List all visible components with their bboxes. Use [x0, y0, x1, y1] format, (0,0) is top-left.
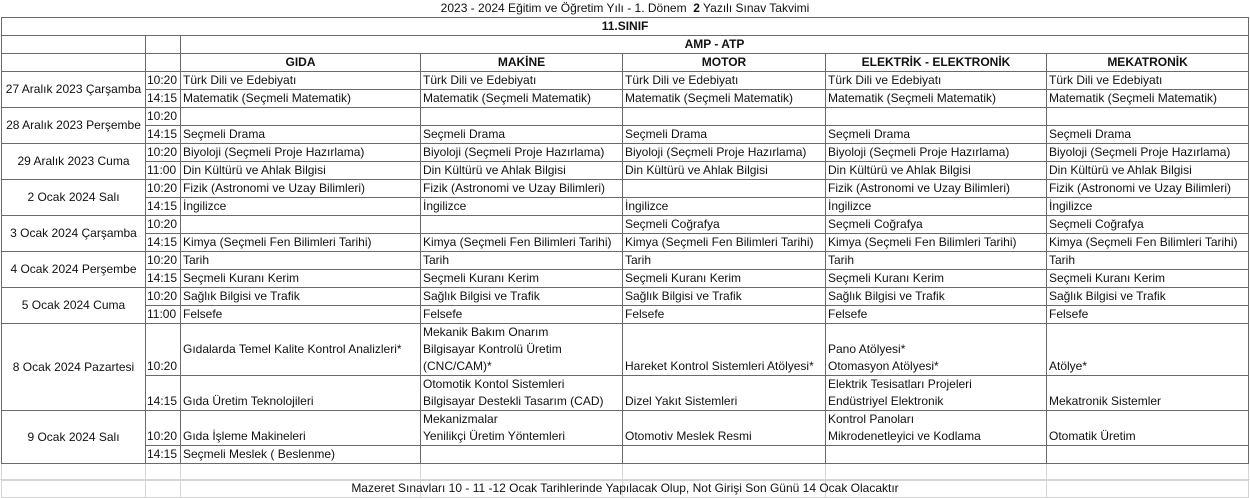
course-cell [623, 446, 826, 464]
course-cell: İngilizce [421, 198, 623, 216]
group-label: AMP - ATP [181, 36, 1249, 54]
table-row [2, 198, 1249, 216]
course-cell: Matematik (Seçmeli Matematik) [826, 90, 1047, 108]
course-cell [623, 108, 826, 126]
course-cell [181, 446, 421, 464]
course-cell: İngilizce [1047, 198, 1249, 216]
course-cell [826, 411, 1047, 446]
course-cell [421, 376, 623, 411]
course-cell: Seçmeli Drama [826, 126, 1047, 144]
course-line: Otomotiv Meslek Resmi [625, 429, 752, 443]
date-cell: 8 Ocak 2024 Pazartesi [2, 324, 146, 411]
course-cell [826, 376, 1047, 411]
time-cell: 14:15 [146, 234, 181, 252]
course-line: Kontrol Panoları [828, 412, 915, 426]
title-suffix: Yazılı Sınav Takvimi [703, 1, 810, 15]
course-cell: Din Kültürü ve Ahlak Bilgisi [181, 162, 421, 180]
course-cell [623, 180, 826, 198]
empty-row [2, 464, 1249, 481]
course-cell: Tarih [421, 252, 623, 270]
empty-cell [421, 464, 623, 481]
course-line: Mekatronik Sistemler [1049, 394, 1162, 408]
date-cell: 28 Aralık 2023 Perşembe [2, 108, 146, 144]
course-cell: Din Kültürü ve Ahlak Bilgisi [1047, 162, 1249, 180]
course-cell [181, 108, 421, 126]
date-cell: 4 Ocak 2024 Perşembe [2, 252, 146, 288]
course-cell [1047, 376, 1249, 411]
date-cell: 3 Ocak 2024 Çarşamba [2, 216, 146, 252]
course-cell: Seçmeli Coğrafya [826, 216, 1047, 234]
course-cell: İngilizce [826, 198, 1047, 216]
course-cell: Sağlık Bilgisi ve Trafik [421, 288, 623, 306]
class-label: 11.SINIF [2, 18, 1249, 36]
course-cell: Tarih [181, 252, 421, 270]
course-cell: Biyoloji (Seçmeli Proje Hazırlama) [1047, 144, 1249, 162]
course-line: Bilgisayar Destekli Tasarım (CAD) [423, 394, 604, 408]
course-cell: Seçmeli Coğrafya [623, 216, 826, 234]
course-cell: İngilizce [181, 198, 421, 216]
course-cell [826, 108, 1047, 126]
course-cell [421, 411, 623, 446]
empty-header-cell [146, 54, 181, 72]
course-cell: Matematik (Seçmeli Matematik) [1047, 90, 1249, 108]
time-cell: 14:15 [146, 376, 181, 411]
table-row [2, 324, 1249, 376]
course-cell: Matematik (Seçmeli Matematik) [623, 90, 826, 108]
course-line: Dizel Yakıt Sistemleri [625, 394, 738, 408]
course-cell: Kimya (Seçmeli Fen Bilimleri Tarihi) [1047, 234, 1249, 252]
course-cell: Türk Dili ve Edebiyatı [181, 72, 421, 90]
empty-cell [181, 464, 421, 481]
date-cell: 29 Aralık 2023 Cuma [2, 144, 146, 180]
time-cell: 10:20 [146, 72, 181, 90]
course-cell: Felsefe [421, 306, 623, 324]
course-cell: Kimya (Seçmeli Fen Bilimleri Tarihi) [826, 234, 1047, 252]
course-line: Endüstriyel Elektronik [828, 394, 944, 408]
column-header: MOTOR [623, 54, 826, 72]
course-line: Bilgisayar Kontrolü Üretim [423, 342, 562, 356]
course-cell: Türk Dili ve Edebiyatı [1047, 72, 1249, 90]
time-cell: 14:15 [146, 90, 181, 108]
course-line: Otomatik Üretim [1049, 429, 1136, 443]
course-cell [623, 376, 826, 411]
course-cell: Sağlık Bilgisi ve Trafik [181, 288, 421, 306]
table-row [2, 252, 1249, 270]
course-line: Mekanizmalar [423, 412, 498, 426]
course-cell: Tarih [826, 252, 1047, 270]
course-cell: Sağlık Bilgisi ve Trafik [623, 288, 826, 306]
table-row [2, 72, 1249, 90]
time-cell: 10:20 [146, 252, 181, 270]
date-cell: 2 Ocak 2024 Salı [2, 180, 146, 216]
empty-cell [1047, 464, 1249, 481]
title-prefix: 2023 - 2024 Eğitim ve Öğretim Yılı - 1. Dönem [440, 1, 687, 15]
course-cell: Seçmeli Kuranı Kerim [826, 270, 1047, 288]
course-cell [826, 446, 1047, 464]
time-cell: 14:15 [146, 198, 181, 216]
course-cell [623, 411, 826, 446]
course-cell: Türk Dili ve Edebiyatı [623, 72, 826, 90]
course-line: Otomotik Kontol Sistemleri [423, 377, 565, 391]
course-cell: Tarih [623, 252, 826, 270]
table-row [2, 411, 1249, 446]
course-cell: Biyoloji (Seçmeli Proje Hazırlama) [421, 144, 623, 162]
time-cell: 10:20 [146, 180, 181, 198]
table-row [2, 216, 1249, 234]
course-cell [181, 376, 421, 411]
empty-cell [2, 464, 146, 481]
course-cell: Matematik (Seçmeli Matematik) [421, 90, 623, 108]
course-cell: Seçmeli Kuranı Kerim [1047, 270, 1249, 288]
course-cell [1047, 324, 1249, 376]
course-line: Otomasyon Atölyesi* [828, 359, 939, 373]
course-cell [1047, 446, 1249, 464]
course-line: (CNC/CAM)* [423, 359, 492, 373]
date-cell: 27 Aralık 2023 Çarşamba [2, 72, 146, 108]
course-cell: Seçmeli Kuranı Kerim [421, 270, 623, 288]
table-row [2, 90, 1249, 108]
course-cell: Biyoloji (Seçmeli Proje Hazırlama) [623, 144, 826, 162]
table-row [2, 376, 1249, 411]
course-cell: Seçmeli Kuranı Kerim [623, 270, 826, 288]
time-cell: 14:15 [146, 270, 181, 288]
course-cell [826, 324, 1047, 376]
course-cell: Fizik (Astronomi ve Uzay Bilimleri) [1047, 180, 1249, 198]
course-line: Hareket Kontrol Sistemleri Atölyesi* [625, 359, 814, 373]
course-line: Mikrodenetleyici ve Kodlama [828, 429, 981, 443]
course-cell: Biyoloji (Seçmeli Proje Hazırlama) [181, 144, 421, 162]
table-row [2, 126, 1249, 144]
title-number: 2 [693, 1, 700, 15]
course-cell [421, 216, 623, 234]
course-cell: Felsefe [181, 306, 421, 324]
time-cell: 14:15 [146, 446, 181, 464]
time-cell: 10:20 [146, 411, 181, 446]
course-cell: Fizik (Astronomi ve Uzay Bilimleri) [826, 180, 1047, 198]
course-cell: Seçmeli Drama [1047, 126, 1249, 144]
course-cell: İngilizce [623, 198, 826, 216]
footer-note: Mazeret Sınavları 10 - 11 -12 Ocak Tarihlerinde Yapılacak Olup, Not Girişi Son Günü 14 Ocak Olacaktır [0, 479, 1250, 497]
course-cell: Din Kültürü ve Ahlak Bilgisi [421, 162, 623, 180]
course-cell [421, 108, 623, 126]
date-cell: 5 Ocak 2024 Cuma [2, 288, 146, 324]
date-cell: 9 Ocak 2024 Salı [2, 411, 146, 464]
time-cell: 10:20 [146, 108, 181, 126]
sheet-title [0, 0, 1250, 17]
course-cell: Kimya (Seçmeli Fen Bilimleri Tarihi) [623, 234, 826, 252]
course-cell: Matematik (Seçmeli Matematik) [181, 90, 421, 108]
empty-cell [146, 464, 181, 481]
course-cell: Seçmeli Drama [181, 126, 421, 144]
course-cell: Seçmeli Coğrafya [1047, 216, 1249, 234]
course-cell [181, 216, 421, 234]
course-line: Yenilikçi Üretim Yöntemleri [423, 429, 566, 443]
table-row [2, 162, 1249, 180]
time-cell: 11:00 [146, 162, 181, 180]
course-cell: Kimya (Seçmeli Fen Bilimleri Tarihi) [181, 234, 421, 252]
exam-schedule-table [1, 17, 1249, 498]
empty-header-cell [146, 36, 181, 54]
course-cell: Felsefe [623, 306, 826, 324]
empty-cell [826, 464, 1047, 481]
time-cell: 10:20 [146, 324, 181, 376]
course-cell [421, 446, 623, 464]
course-cell: Tarih [1047, 252, 1249, 270]
time-cell: 11:00 [146, 306, 181, 324]
course-line: Gıda Üretim Teknolojileri [183, 394, 314, 408]
course-cell: Felsefe [826, 306, 1047, 324]
column-header: ELEKTRİK - ELEKTRONİK [826, 54, 1047, 72]
course-line: Elektrik Tesisatları Projeleri [828, 377, 972, 391]
course-line: Mekanik Bakım Onarım [423, 325, 549, 339]
empty-header-cell [2, 36, 146, 54]
course-cell [1047, 411, 1249, 446]
course-cell: Sağlık Bilgisi ve Trafik [1047, 288, 1249, 306]
course-cell: Sağlık Bilgisi ve Trafik [826, 288, 1047, 306]
course-cell: Seçmeli Kuranı Kerim [181, 270, 421, 288]
course-cell [623, 324, 826, 376]
table-row [2, 108, 1249, 126]
table-row [2, 180, 1249, 198]
time-cell: 10:20 [146, 144, 181, 162]
course-line: Seçmeli Meslek ( Beslenme) [183, 447, 336, 461]
table-row [2, 270, 1249, 288]
time-cell: 14:15 [146, 126, 181, 144]
course-line: Pano Atölyesi* [828, 342, 906, 356]
course-cell [181, 324, 421, 376]
table-row [2, 144, 1249, 162]
table-row [2, 306, 1249, 324]
course-cell: Fizik (Astronomi ve Uzay Bilimleri) [181, 180, 421, 198]
course-line: Atölye* [1049, 359, 1088, 373]
column-header: MAKİNE [421, 54, 623, 72]
course-cell [181, 411, 421, 446]
table-row [2, 288, 1249, 306]
course-line: Gıda İşleme Makineleri [183, 429, 306, 443]
course-cell: Seçmeli Drama [623, 126, 826, 144]
course-cell: Fizik (Astronomi ve Uzay Bilimleri) [421, 180, 623, 198]
course-line: Gıdalarda Temel Kalite Kontrol Analizleri* [183, 342, 402, 356]
table-row [2, 446, 1249, 464]
course-cell [421, 324, 623, 376]
column-header: MEKATRONİK [1047, 54, 1249, 72]
course-cell: Din Kültürü ve Ahlak Bilgisi [826, 162, 1047, 180]
time-cell: 10:20 [146, 288, 181, 306]
table-row [2, 234, 1249, 252]
course-cell [1047, 108, 1249, 126]
column-header: GIDA [181, 54, 421, 72]
empty-header-cell [2, 54, 146, 72]
course-cell: Türk Dili ve Edebiyatı [826, 72, 1047, 90]
course-cell: Din Kültürü ve Ahlak Bilgisi [623, 162, 826, 180]
time-cell: 10:20 [146, 216, 181, 234]
empty-cell [623, 464, 826, 481]
course-cell: Biyoloji (Seçmeli Proje Hazırlama) [826, 144, 1047, 162]
course-cell: Felsefe [1047, 306, 1249, 324]
course-cell: Türk Dili ve Edebiyatı [421, 72, 623, 90]
course-cell: Seçmeli Drama [421, 126, 623, 144]
course-cell: Kimya (Seçmeli Fen Bilimleri Tarihi) [421, 234, 623, 252]
